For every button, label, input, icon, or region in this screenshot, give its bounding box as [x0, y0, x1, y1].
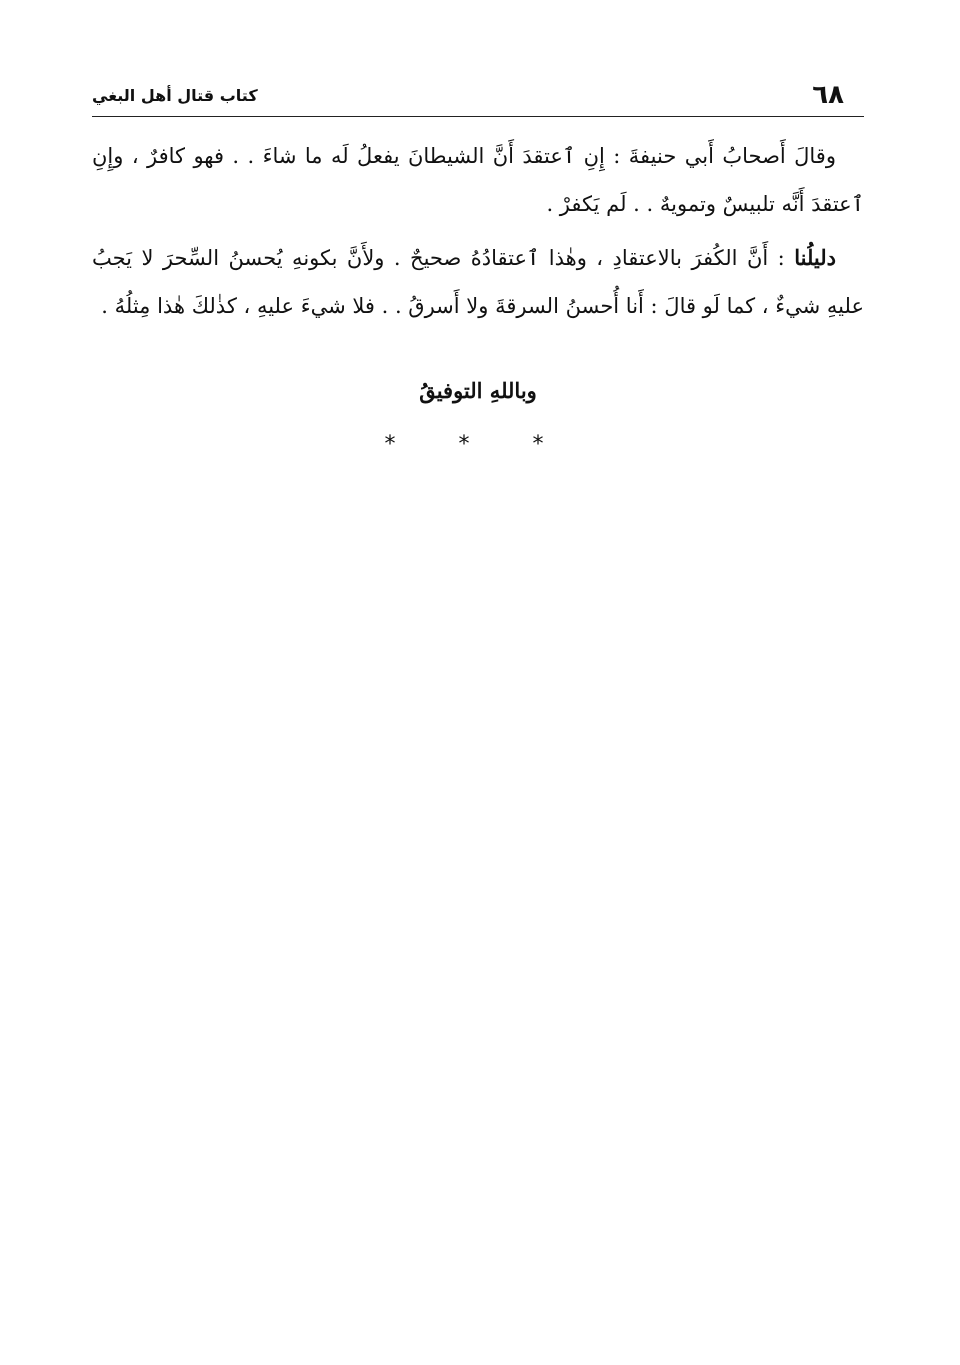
running-title: كتاب قتال أهل البغي: [92, 86, 258, 105]
paragraph-2: [92, 234, 864, 330]
section-separator: * * *: [384, 432, 572, 457]
closing-phrase: وباللهِ التوفيقُ: [419, 378, 537, 403]
paragraph-2-text: : أَنَّ الكُفرَ بالاعتقادِ ، وهٰذا ٱعتقادُهُ صحيحٌ . ولأَنَّ بكونهِ يُحسنُ السِّحرَ لا يَجبُ عليهِ شيءٌ ، كما لَو قالَ : أَنا أُحسنُ السرقةَ ولا أَسرقُ . . فلا شيءَ عليهِ ، كذٰلكَ هٰذا مِثلُهُ .: [92, 246, 864, 318]
paragraph-2-lead: دليلُنا: [794, 245, 836, 270]
paragraph-1: وقالَ أَصحابُ أَبي حنيفةَ : إِنِ ٱعتقدَ أَنَّ الشيطانَ يفعلُ لَه ما شاءَ . . فهو كافرٌ ، وإِنِ ٱعتقدَ أَنَّه تلبيسٌ وتمويهٌ . . لَم يَكفرْ .: [92, 144, 864, 216]
page-number: ٦٨: [812, 80, 844, 110]
page-header: [92, 80, 864, 117]
body-text: [92, 132, 864, 336]
